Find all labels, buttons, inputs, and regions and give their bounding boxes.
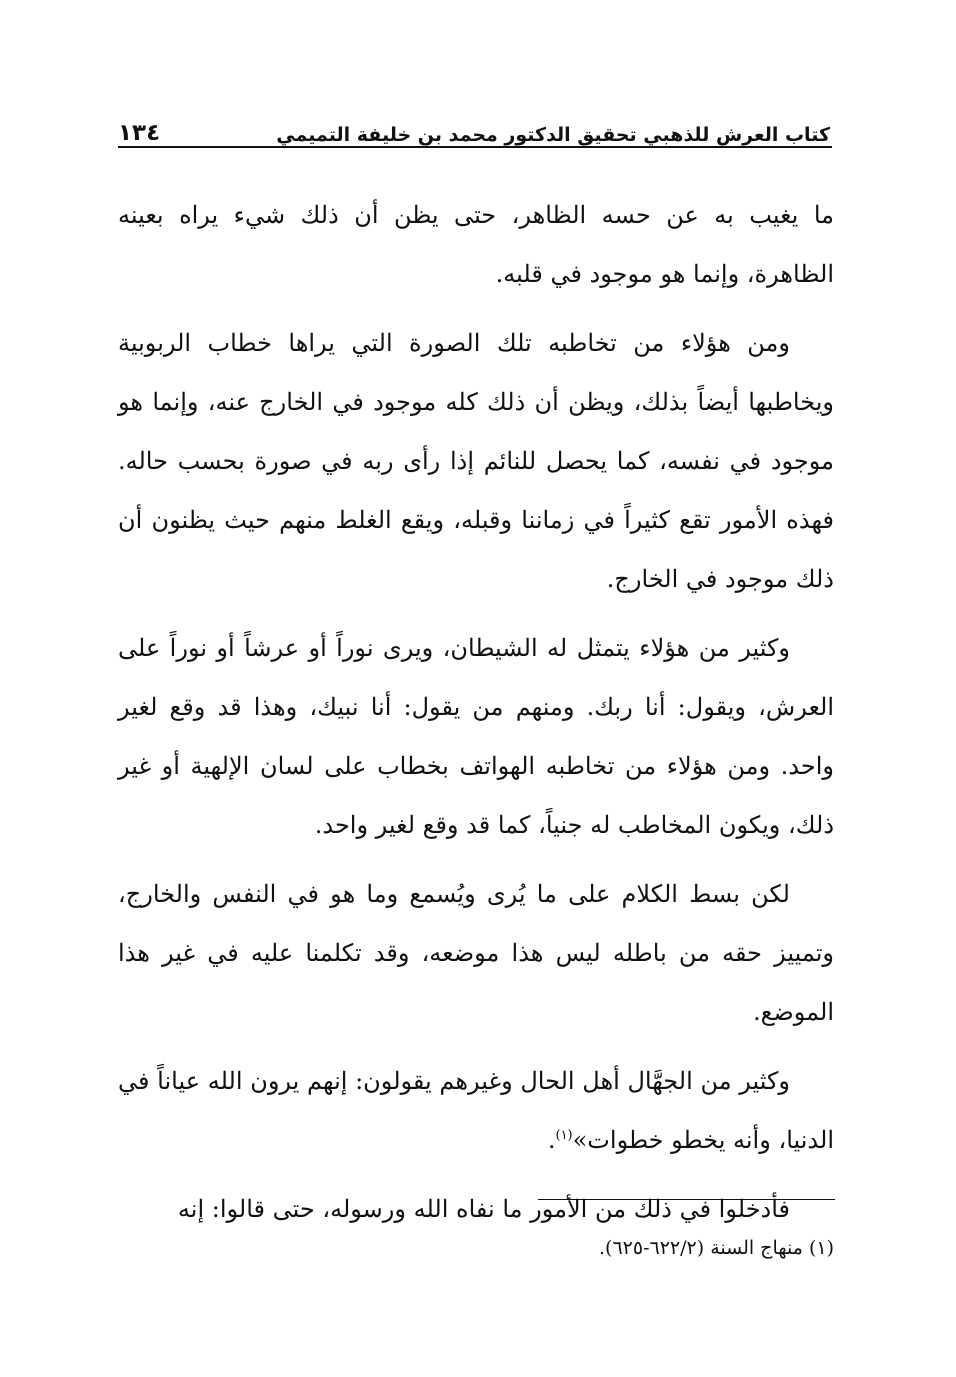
paragraph: لكن بسط الكلام على ما يُرى ويُسمع وما هو في النفس والخارج، وتمييز حقه من باطله ليس هذا موضعه، وقد تكلمنا عليه في غير هذا الموضع.: [118, 880, 834, 1026]
header-title: كتاب العرش للذهبي تحقيق الدكتور محمد بن خليفة التميمي: [276, 124, 830, 146]
header-rule: [118, 146, 832, 148]
paragraph: وكثير من هؤلاء يتمثل له الشيطان، ويرى نوراً أو عرشاً أو نوراً على العرش، ويقول: أنا ربك. ومنهم من يقول: أنا نبيك، وهذا قد وقع لغير واحد. ومن هؤلاء من تخاطبه الهواتف بخطاب على لسان الإلهية أو غير ذلك، ويكون المخاطب له جنياً، كما قد وقع لغير واحد.: [118, 634, 834, 839]
paragraph-with-footnote: [118, 1052, 834, 1170]
paragraph: ما يغيب به عن حسه الظاهر، حتى يظن أن ذلك شيء يراه بعينه الظاهرة، وإنما هو موجود في قلبه.: [118, 201, 834, 288]
paragraph: فأدخلوا في ذلك من الأمور ما نفاه الله ورسوله، حتى قالوا: إنه: [177, 1195, 790, 1223]
paragraph: ومن هؤلاء من تخاطبه تلك الصورة التي يراها خطاب الربوبية ويخاطبها أيضاً بذلك، ويظن أن ذلك كله موجود في الخارج عنه، وإنما هو موجود في نفسه، كما يحصل للنائم إذا رأى ربه في صورة بحسب حاله. فهذه الأمور تقع كثيراً في زماننا وقبله، ويقع الغلط منهم حيث يظنون أن ذلك موجود في الخارج.: [118, 329, 834, 593]
main-text: [118, 186, 834, 1239]
paragraph-end: .: [547, 1126, 556, 1154]
footnote-rule: [538, 1199, 835, 1200]
page-number: ١٣٤: [118, 120, 161, 146]
running-header: [118, 112, 830, 146]
footnote: (١) منهاج السنة (٦٢٢/٢-٦٢٥).: [599, 1237, 834, 1259]
footnote-reference: (١): [555, 1128, 573, 1143]
paragraph-text: وكثير من الجهَّال أهل الحال وغيرهم يقولون: إنهم يرون الله عياناً في الدنيا، وأنه يخطو خطوات»: [118, 1067, 834, 1154]
